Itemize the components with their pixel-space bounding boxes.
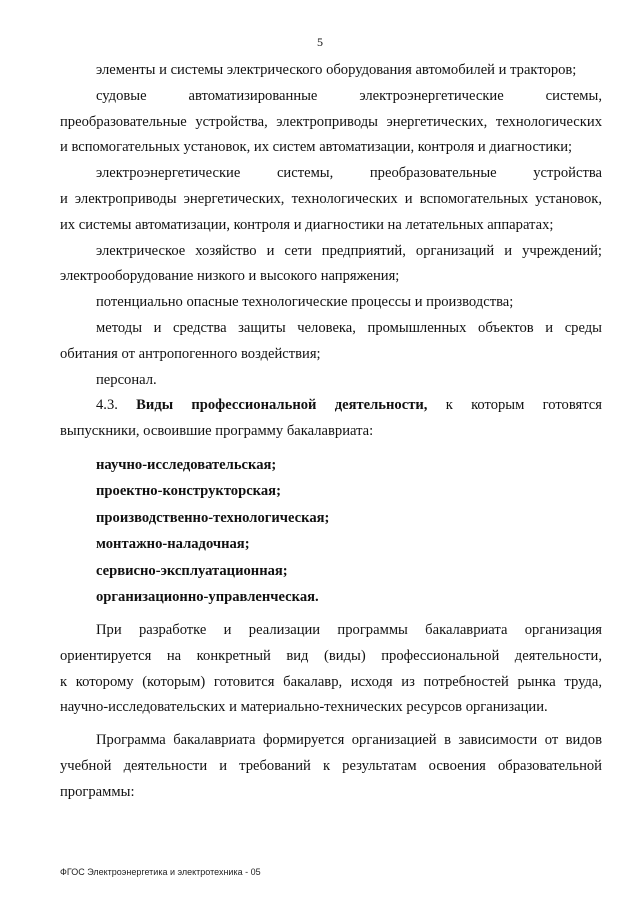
text-line: и электроприводы энергетических, технологических и вспомогательных установок, xyxy=(60,190,602,207)
paragraph-line: При разработке и реализации программы бакалавриата организация xyxy=(96,621,602,638)
section-title: Виды профессиональной деятельности, xyxy=(136,397,428,414)
paragraph-line: учебной деятельности и требований к результатам освоения образовательной xyxy=(60,757,602,774)
list-item: потенциально опасные технологические процессы и производства; xyxy=(96,294,514,311)
list-item: методы и средства защиты человека, промышленных объектов и среды xyxy=(96,319,602,336)
list-item: элементы и системы электрического оборудования автомобилей и тракторов; xyxy=(96,62,577,78)
text-line: их системы автоматизации, контроля и диагностики на летательных аппаратах; xyxy=(60,216,554,233)
list-item: электроэнергетические системы, преобразовательные устройства xyxy=(96,165,602,182)
text-line: электрооборудование низкого и высокого напряжения; xyxy=(60,268,400,285)
activity-type-item: проектно-конструкторская; xyxy=(96,483,281,500)
section-title-rest: к которым готовятся xyxy=(427,397,602,414)
section-heading xyxy=(60,393,602,419)
paragraph-line: программы: xyxy=(60,783,135,800)
activity-type-item: сервисно-эксплуатационная; xyxy=(96,562,288,579)
text-line: и вспомогательных установок, их систем автоматизации, контроля и диагностики; xyxy=(60,139,573,156)
page-footer: ФГОС Электроэнергетика и электротехника - 05 xyxy=(60,867,261,877)
paragraph-line: научно-исследовательских и материально-технических ресурсов организации. xyxy=(60,699,548,716)
section-number: 4.3. xyxy=(96,397,118,414)
list-item: электрическое хозяйство и сети предприятий, организаций и учреждений; xyxy=(96,242,602,259)
paragraph-line: ориентируется на конкретный вид (виды) профессиональной деятельности, xyxy=(60,647,602,664)
document-body xyxy=(60,58,602,806)
activity-type-item: научно-исследовательская; xyxy=(96,456,277,473)
text-line: выпускники, освоившие программу бакалавриата: xyxy=(60,423,374,440)
text-line: обитания от антропогенного воздействия; xyxy=(60,345,321,362)
text-line: преобразовательные устройства, электроприводы энергетических, технологических xyxy=(60,113,602,130)
list-item: персонал. xyxy=(96,371,157,388)
list-item: судовые автоматизированные электроэнергетические системы, xyxy=(96,87,602,104)
paragraph-line: Программа бакалавриата формируется организацией в зависимости от видов xyxy=(96,732,602,749)
activity-type-item: монтажно-наладочная; xyxy=(96,536,250,553)
activity-type-item: производственно-технологическая; xyxy=(96,509,330,526)
activity-type-item: организационно-управленческая. xyxy=(96,589,319,606)
page-number: 5 xyxy=(317,35,323,49)
paragraph-line: к которому (которым) готовится бакалавр, исходя из потребностей рынка труда, xyxy=(60,673,602,690)
